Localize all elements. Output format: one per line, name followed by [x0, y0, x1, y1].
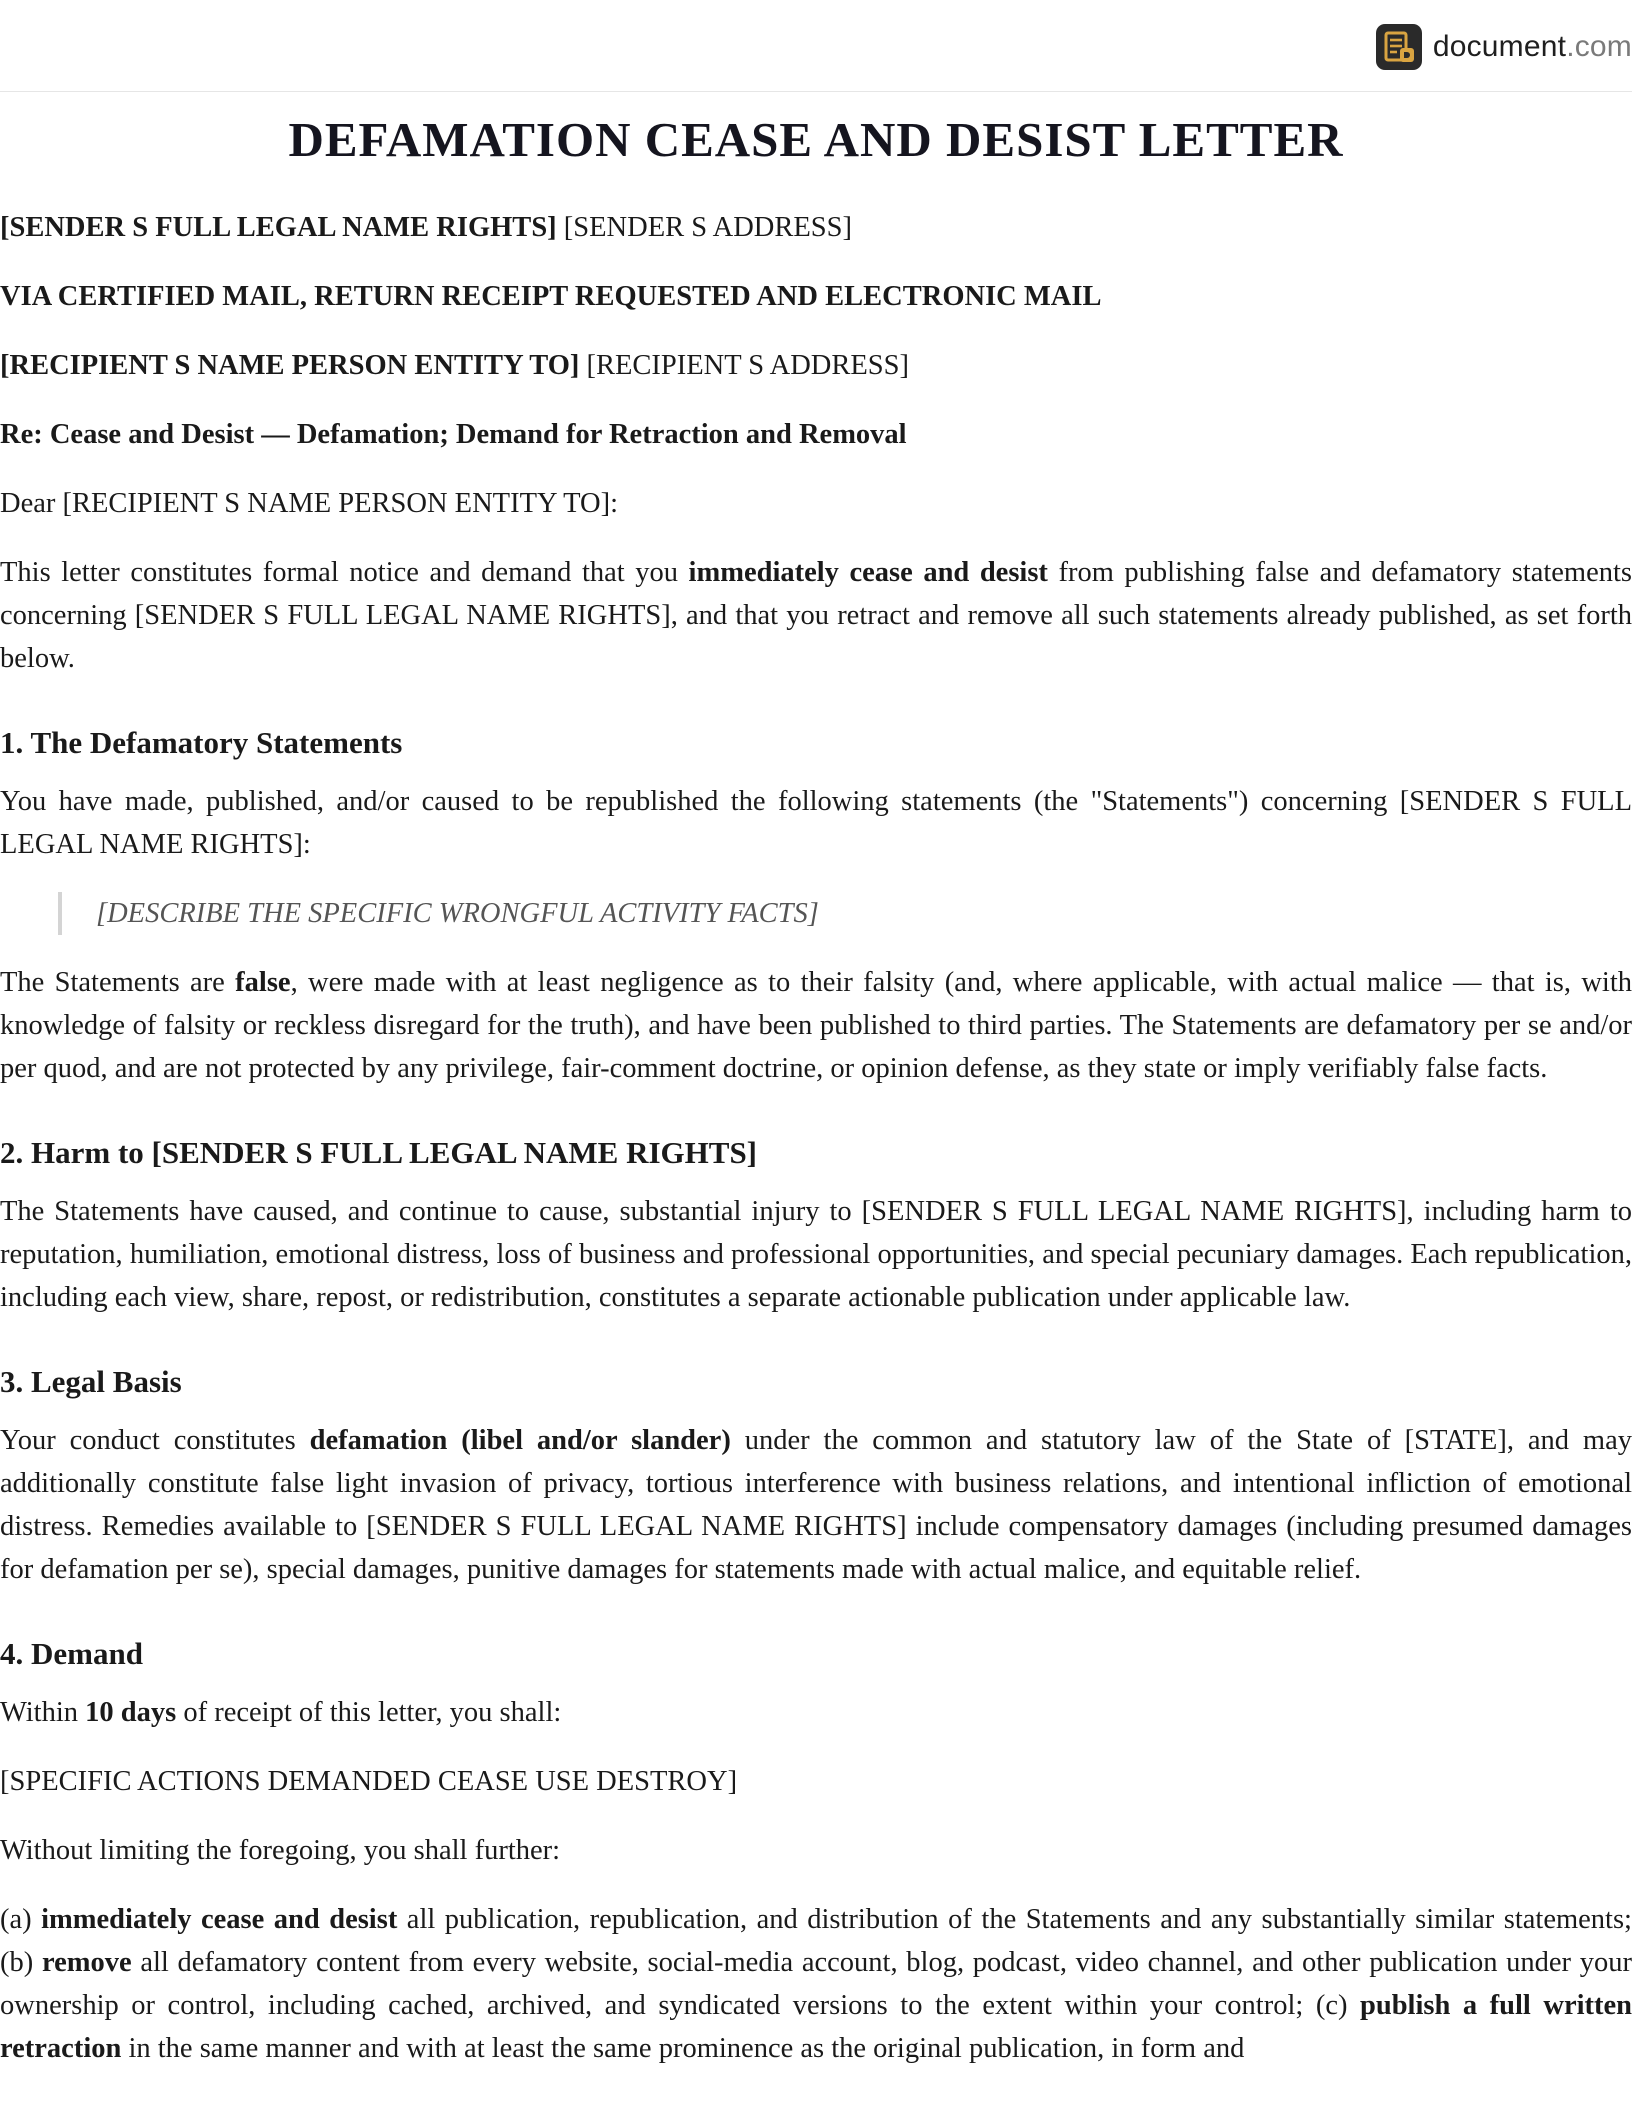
item-b-bold: remove — [41, 1947, 132, 1978]
s1p2-text-2: , were made with at least negligence as to their falsity (and, where applicable, with actual malice — that is, with knowledge of falsity or reckless disregard for the truth), and have been published to third parties. The Statements are defamatory per se and/or per quod, and are not protected by any privilege, fair-comment doctrine, or opinion defense, as they state or imply verifiably false facts. — [0, 967, 1632, 1084]
sender-name: [SENDER S FULL LEGAL NAME RIGHTS] — [0, 212, 557, 243]
section-2-paragraph: The Statements have caused, and continue to cause, substantial injury to [SENDER S FULL LEGAL NAME RIGHTS], including harm to reputation, humiliation, emotional distress, loss of business and professional opportunities, and special pecuniary damages. Each republication, including each view, share, repost, or redistribution, constitutes a separate actionable publication under applicable law. — [0, 1196, 1632, 1313]
intro-text-2: from publishing false and defamatory statements concerning [SENDER S FULL LEGAL NAME RIGHTS], and that you retract and remove all such statements already published, as set forth below. — [0, 557, 1632, 674]
further-intro: Without limiting the foregoing, you shall further: — [0, 1835, 561, 1866]
document-logo-icon — [1376, 24, 1422, 70]
s3-bold: defamation (libel and/or slander) — [309, 1425, 731, 1456]
page-title: DEFAMATION CEASE AND DESIST LETTER — [288, 112, 1344, 167]
section-1-heading: 1. The Defamatory Statements — [0, 725, 403, 760]
recipient-line — [0, 344, 1632, 387]
item-a-bold: immediately cease and desist — [41, 1904, 398, 1935]
re-line-text: Re: Cease and Desist — Defamation; Demand for Retraction and Removal — [0, 419, 907, 450]
section-3-heading: 3. Legal Basis — [0, 1364, 182, 1399]
s3-text-1: Your conduct constitutes — [0, 1425, 310, 1456]
item-c-label: (c) — [1315, 1990, 1360, 2021]
item-c-bold: publish a full written retraction — [0, 1990, 1632, 2064]
re-line — [0, 413, 1632, 456]
brand-name: document — [1432, 30, 1567, 63]
sender-address: [SENDER S ADDRESS] — [563, 212, 852, 243]
brand[interactable] — [1376, 24, 1632, 70]
recipient-name: [RECIPIENT S NAME PERSON ENTITY TO] — [0, 350, 580, 381]
letter-body — [0, 92, 1632, 2096]
top-bar — [0, 0, 1632, 92]
s1p2-bold: false — [235, 967, 291, 998]
demand-list-paragraph — [0, 1898, 1632, 2070]
section-4-within — [0, 1691, 1632, 1734]
section-3-paragraph — [0, 1419, 1632, 1591]
specific-actions: [SPECIFIC ACTIONS DEMANDED CEASE USE DESTROY] — [0, 1766, 738, 1797]
s1p2-text-1: The Statements are — [0, 967, 236, 998]
delivery-method-text: VIA CERTIFIED MAIL, RETURN RECEIPT REQUESTED AND ELECTRONIC MAIL — [0, 281, 1102, 312]
within-bold: 10 days — [85, 1697, 177, 1728]
section-4-heading: 4. Demand — [0, 1636, 143, 1671]
sender-line — [0, 206, 1632, 249]
intro-text-1: This letter constitutes formal notice and demand that you — [0, 557, 689, 588]
recipient-address: [RECIPIENT S ADDRESS] — [586, 350, 910, 381]
section-1-paragraph-2 — [0, 961, 1632, 1090]
item-a-text: all publication, republication, and distribution of the Statements and any substantially similar statements; — [397, 1904, 1632, 1935]
intro-bold: immediately cease and desist — [688, 557, 1048, 588]
section-2-heading: 2. Harm to [SENDER S FULL LEGAL NAME RIGHTS] — [0, 1135, 758, 1170]
item-a-label: (a) — [0, 1904, 42, 1935]
facts-blockquote: [DESCRIBE THE SPECIFIC WRONGFUL ACTIVITY FACTS] — [58, 892, 1632, 935]
salutation: Dear [RECIPIENT S NAME PERSON ENTITY TO]: — [0, 488, 618, 519]
s3-text-2: under the common and statutory law of the State of [STATE], and may additionally constitute false light invasion of privacy, tortious interference with business relations, and intentional infliction of emotional distress. Remedies available to [SENDER S FULL LEGAL NAME RIGHTS] include compensatory damages (including presumed damages for defamation per se), special damages, punitive damages for statements made with actual malice, and equitable relief. — [0, 1425, 1632, 1585]
intro-paragraph — [0, 551, 1632, 680]
item-c-text: in the same manner and with at least the same prominence as the original publication, in form and — [121, 2033, 1245, 2064]
delivery-method — [0, 275, 1632, 318]
within-text-1: Within — [0, 1697, 86, 1728]
item-b-label: (b) — [0, 1947, 42, 1978]
section-1-paragraph-1: You have made, published, and/or caused to be republished the following statements (the "Statements") concerning [SENDER S FULL LEGAL NAME RIGHTS]: — [0, 786, 1632, 860]
item-b-text: all defamatory content from every website, social-media account, blog, podcast, video channel, and other publication under your ownership or control, including cached, archived, and syndicated versions to the extent within your control; — [0, 1947, 1632, 2021]
brand-tld: .com — [1566, 30, 1632, 63]
within-text-2: of receipt of this letter, you shall: — [176, 1697, 562, 1728]
